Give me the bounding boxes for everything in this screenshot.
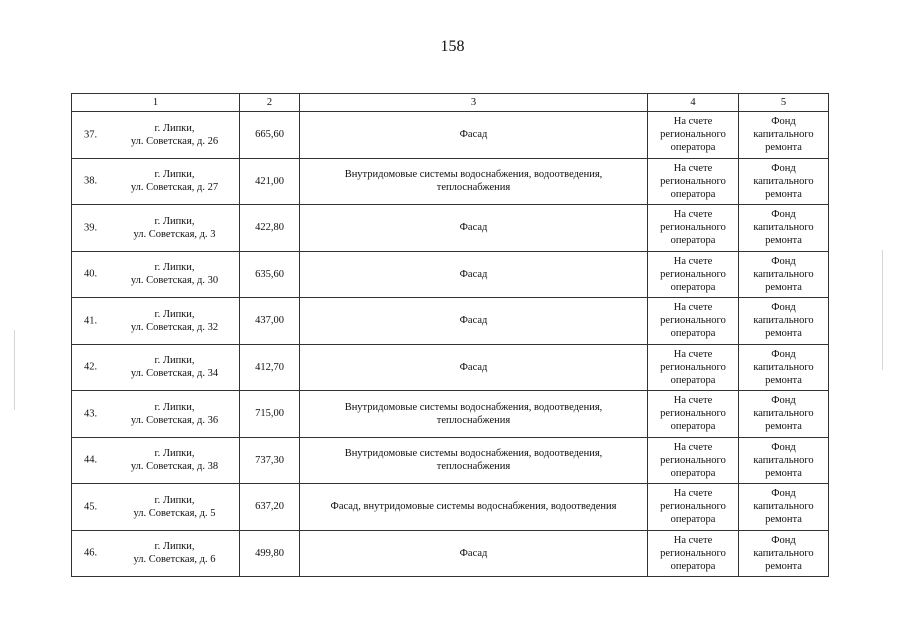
account-line: оператора bbox=[670, 328, 716, 340]
fund-line: ремонта bbox=[765, 467, 802, 479]
fund-line: ремонта bbox=[765, 421, 802, 433]
fund-line: ремонта bbox=[765, 188, 802, 200]
fund-line: капитального bbox=[753, 501, 814, 513]
address-city: г. Липки, bbox=[154, 448, 195, 460]
fund-line: капитального bbox=[753, 547, 814, 559]
table-body bbox=[72, 112, 829, 577]
address-street: ул. Советская, д. 26 bbox=[130, 135, 219, 147]
table-row bbox=[72, 344, 829, 391]
address bbox=[110, 261, 239, 287]
scan-margin-mark bbox=[14, 330, 15, 410]
address bbox=[110, 401, 239, 427]
fund-line: Фонд bbox=[771, 441, 796, 453]
fund-cell bbox=[739, 158, 829, 205]
work-type-cell: Внутридомовые системы водоснабжения, водоотведения, теплоснабжения bbox=[300, 391, 648, 438]
row-number: 41. bbox=[84, 315, 98, 327]
address bbox=[110, 447, 239, 473]
fund-line: Фонд bbox=[771, 302, 796, 314]
fund-line: Фонд bbox=[771, 162, 796, 174]
address-street: ул. Советская, д. 3 bbox=[133, 228, 216, 240]
table-row bbox=[72, 251, 829, 298]
account-cell bbox=[648, 205, 739, 252]
account-line: регионального bbox=[660, 361, 726, 373]
fund-line: капитального bbox=[753, 315, 814, 327]
fund-line: Фонд bbox=[771, 116, 796, 128]
account-line: оператора bbox=[670, 560, 716, 572]
column-header: 2 bbox=[240, 94, 300, 112]
account-line: оператора bbox=[670, 142, 716, 154]
account-cell bbox=[648, 158, 739, 205]
account-cell bbox=[648, 391, 739, 438]
fund-line: капитального bbox=[753, 175, 814, 187]
amount-cell: 737,30 bbox=[240, 437, 300, 484]
fund-line: Фонд bbox=[771, 534, 796, 546]
account-cell bbox=[648, 298, 739, 345]
fund-line: Фонд bbox=[771, 395, 796, 407]
account-cell bbox=[648, 251, 739, 298]
table-row bbox=[72, 158, 829, 205]
fund-line: Фонд bbox=[771, 255, 796, 267]
account-line: На счете bbox=[673, 534, 713, 546]
address-cell bbox=[72, 251, 240, 298]
amount-cell: 637,20 bbox=[240, 484, 300, 531]
table-row bbox=[72, 437, 829, 484]
fund-line: Фонд bbox=[771, 209, 796, 221]
account-line: регионального bbox=[660, 547, 726, 559]
address bbox=[110, 168, 239, 194]
column-header: 3 bbox=[300, 94, 648, 112]
column-header: 1 bbox=[72, 94, 240, 112]
account-cell bbox=[648, 344, 739, 391]
fund-line: Фонд bbox=[771, 488, 796, 500]
address-city: г. Липки, bbox=[154, 494, 195, 506]
address-cell bbox=[72, 391, 240, 438]
fund-cell bbox=[739, 251, 829, 298]
amount-cell: 421,00 bbox=[240, 158, 300, 205]
account-line: На счете bbox=[673, 348, 713, 360]
table-row bbox=[72, 298, 829, 345]
table-row bbox=[72, 530, 829, 577]
address bbox=[110, 122, 239, 148]
row-number: 46. bbox=[84, 547, 98, 559]
amount-cell: 422,80 bbox=[240, 205, 300, 252]
fund-line: капитального bbox=[753, 222, 814, 234]
fund-line: ремонта bbox=[765, 235, 802, 247]
work-type-cell: Фасад, внутридомовые системы водоснабжения, водоотведения bbox=[300, 484, 648, 531]
account-line: оператора bbox=[670, 281, 716, 293]
work-type-cell: Фасад bbox=[300, 344, 648, 391]
account-line: регионального bbox=[660, 501, 726, 513]
account-line: регионального bbox=[660, 129, 726, 141]
address-city: г. Липки, bbox=[154, 169, 195, 181]
scan-margin-mark bbox=[882, 250, 883, 370]
amount-cell: 715,00 bbox=[240, 391, 300, 438]
account-line: оператора bbox=[670, 421, 716, 433]
address-street: ул. Советская, д. 34 bbox=[130, 368, 219, 380]
work-type-cell: Фасад bbox=[300, 205, 648, 252]
account-cell bbox=[648, 437, 739, 484]
address bbox=[110, 215, 239, 241]
address-cell bbox=[72, 484, 240, 531]
fund-line: ремонта bbox=[765, 560, 802, 572]
fund-cell bbox=[739, 530, 829, 577]
account-line: регионального bbox=[660, 408, 726, 420]
address-city: г. Липки, bbox=[154, 308, 195, 320]
fund-line: ремонта bbox=[765, 514, 802, 526]
fund-line: капитального bbox=[753, 129, 814, 141]
address-city: г. Липки, bbox=[154, 401, 195, 413]
row-number: 39. bbox=[84, 222, 98, 234]
account-line: На счете bbox=[673, 441, 713, 453]
capital-repair-table bbox=[71, 93, 829, 577]
address-cell bbox=[72, 530, 240, 577]
work-type-cell: Фасад bbox=[300, 112, 648, 159]
account-line: регионального bbox=[660, 175, 726, 187]
address-street: ул. Советская, д. 38 bbox=[130, 461, 219, 473]
account-line: регионального bbox=[660, 454, 726, 466]
row-number: 44. bbox=[84, 454, 98, 466]
account-line: регионального bbox=[660, 315, 726, 327]
address bbox=[110, 540, 239, 566]
account-line: На счете bbox=[673, 488, 713, 500]
amount-cell: 499,80 bbox=[240, 530, 300, 577]
address-cell bbox=[72, 158, 240, 205]
address-city: г. Липки, bbox=[154, 122, 195, 134]
account-line: регионального bbox=[660, 222, 726, 234]
row-number: 38. bbox=[84, 175, 98, 187]
account-line: оператора bbox=[670, 235, 716, 247]
work-type-cell: Фасад bbox=[300, 251, 648, 298]
fund-line: ремонта bbox=[765, 142, 802, 154]
work-type-cell: Фасад bbox=[300, 298, 648, 345]
row-number: 45. bbox=[84, 501, 98, 513]
address-street: ул. Советская, д. 27 bbox=[130, 182, 219, 194]
account-line: оператора bbox=[670, 467, 716, 479]
account-line: На счете bbox=[673, 255, 713, 267]
fund-line: капитального bbox=[753, 454, 814, 466]
fund-line: Фонд bbox=[771, 348, 796, 360]
address-city: г. Липки, bbox=[154, 262, 195, 274]
fund-line: капитального bbox=[753, 361, 814, 373]
address-street: ул. Советская, д. 30 bbox=[130, 275, 219, 287]
address-city: г. Липки, bbox=[154, 355, 195, 367]
address-street: ул. Советская, д. 36 bbox=[130, 414, 219, 426]
account-line: На счете bbox=[673, 116, 713, 128]
amount-cell: 635,60 bbox=[240, 251, 300, 298]
account-cell bbox=[648, 530, 739, 577]
account-cell bbox=[648, 112, 739, 159]
account-line: оператора bbox=[670, 514, 716, 526]
address-city: г. Липки, bbox=[154, 215, 195, 227]
fund-cell bbox=[739, 205, 829, 252]
row-number: 42. bbox=[84, 361, 98, 373]
fund-cell bbox=[739, 484, 829, 531]
amount-cell: 437,00 bbox=[240, 298, 300, 345]
address bbox=[110, 494, 239, 520]
fund-cell bbox=[739, 344, 829, 391]
address-cell bbox=[72, 112, 240, 159]
fund-line: ремонта bbox=[765, 281, 802, 293]
row-number: 37. bbox=[84, 129, 98, 141]
column-header: 5 bbox=[739, 94, 829, 112]
address-cell bbox=[72, 298, 240, 345]
account-line: оператора bbox=[670, 188, 716, 200]
address-street: ул. Советская, д. 32 bbox=[130, 321, 219, 333]
table-row bbox=[72, 484, 829, 531]
fund-cell bbox=[739, 112, 829, 159]
table-row bbox=[72, 391, 829, 438]
address-street: ул. Советская, д. 5 bbox=[133, 507, 216, 519]
address-street: ул. Советская, д. 6 bbox=[133, 554, 216, 566]
account-line: На счете bbox=[673, 209, 713, 221]
table-row bbox=[72, 205, 829, 252]
fund-line: ремонта bbox=[765, 328, 802, 340]
row-number: 40. bbox=[84, 268, 98, 280]
account-line: На счете bbox=[673, 302, 713, 314]
amount-cell: 412,70 bbox=[240, 344, 300, 391]
fund-line: капитального bbox=[753, 268, 814, 280]
fund-cell bbox=[739, 391, 829, 438]
page-number: 158 bbox=[440, 38, 465, 55]
work-type-cell: Фасад bbox=[300, 530, 648, 577]
amount-cell: 665,60 bbox=[240, 112, 300, 159]
account-line: оператора bbox=[670, 374, 716, 386]
table-row bbox=[72, 112, 829, 159]
row-number: 43. bbox=[84, 408, 98, 420]
account-cell bbox=[648, 484, 739, 531]
work-type-cell: Внутридомовые системы водоснабжения, водоотведения, теплоснабжения bbox=[300, 437, 648, 484]
fund-cell bbox=[739, 298, 829, 345]
fund-cell bbox=[739, 437, 829, 484]
address bbox=[110, 354, 239, 380]
fund-line: ремонта bbox=[765, 374, 802, 386]
column-header: 4 bbox=[648, 94, 739, 112]
account-line: регионального bbox=[660, 268, 726, 280]
account-line: На счете bbox=[673, 395, 713, 407]
address bbox=[110, 308, 239, 334]
address-city: г. Липки, bbox=[154, 541, 195, 553]
work-type-cell: Внутридомовые системы водоснабжения, водоотведения, теплоснабжения bbox=[300, 158, 648, 205]
address-cell bbox=[72, 205, 240, 252]
account-line: На счете bbox=[673, 162, 713, 174]
address-cell bbox=[72, 344, 240, 391]
address-cell bbox=[72, 437, 240, 484]
header-row bbox=[72, 94, 829, 112]
fund-line: капитального bbox=[753, 408, 814, 420]
